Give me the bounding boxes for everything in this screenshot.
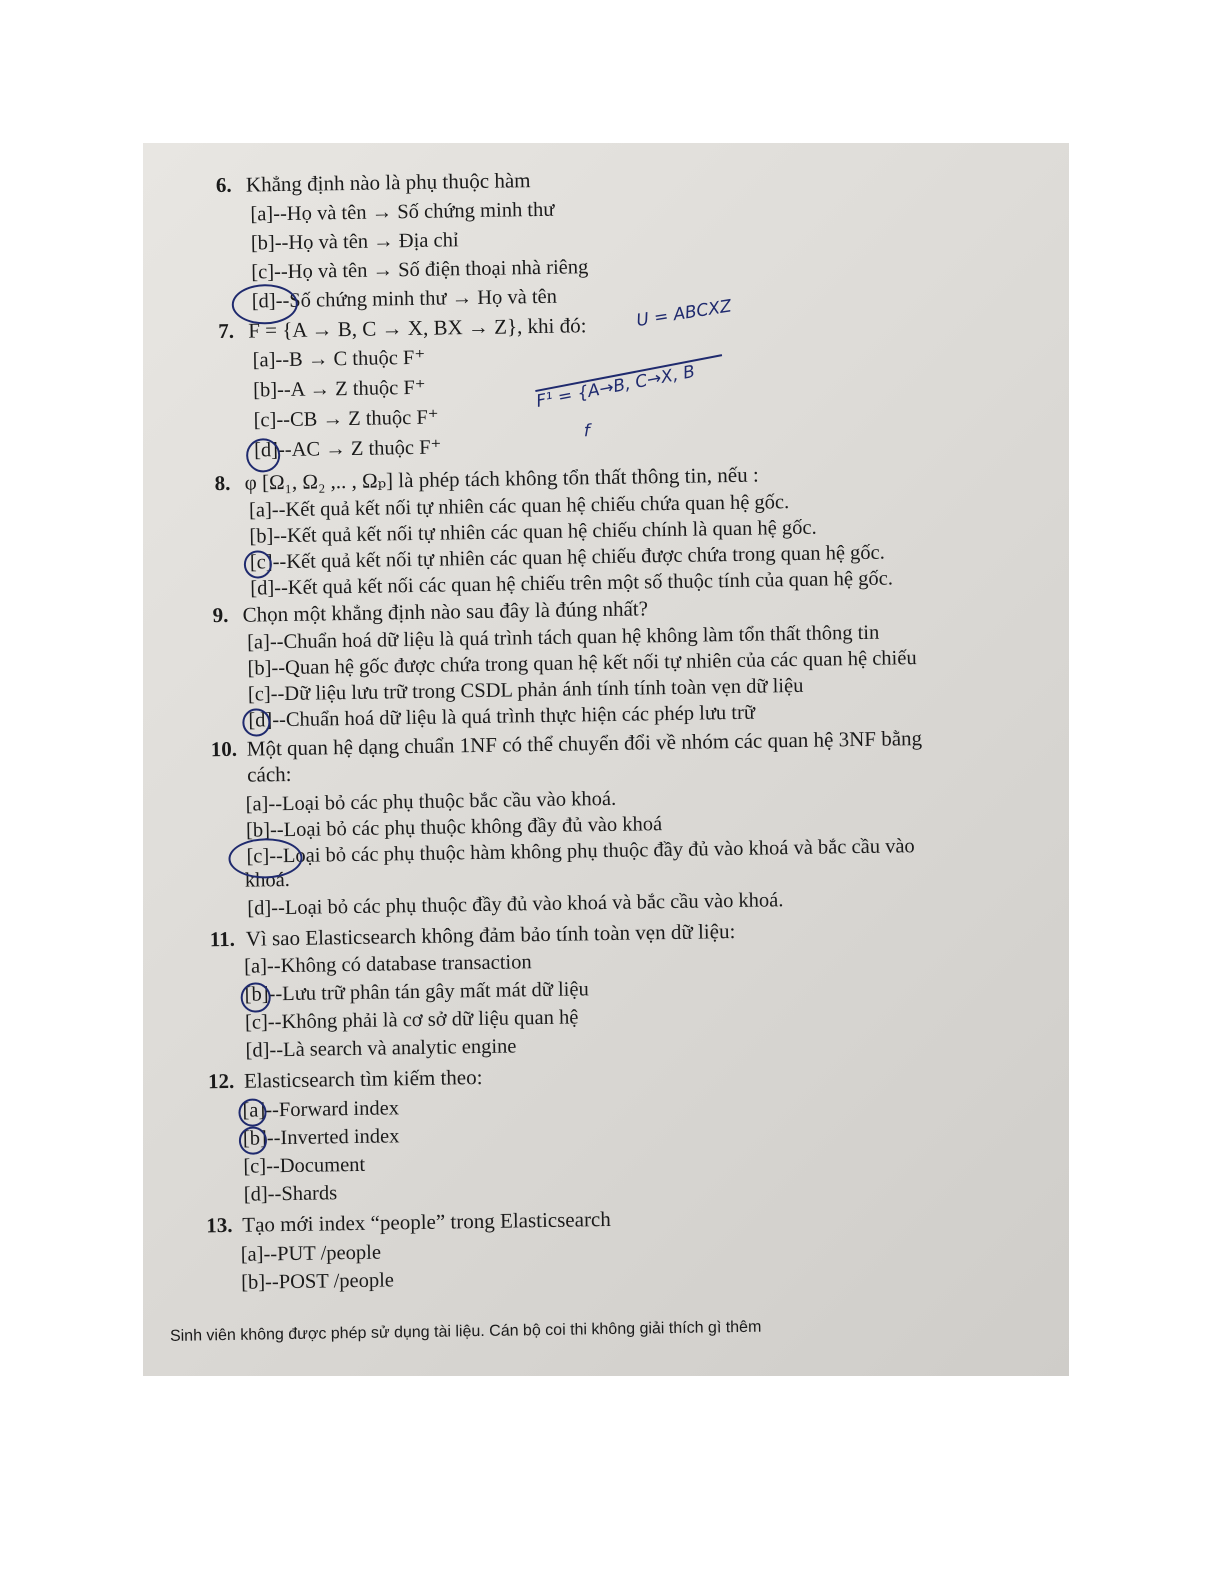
option-11b: [b]--Lưu trữ phân tán gây mất mát dữ liệu — [244, 978, 589, 1006]
option-10c-wrap: khoá. — [244, 868, 291, 892]
option-13a: [a]--PUT /people — [240, 1241, 382, 1266]
exam-page — [143, 143, 1069, 1376]
question-text: Elasticsearch tìm kiếm theo: — [243, 1064, 483, 1093]
handwritten-note-u: U = ABCXZ — [635, 296, 733, 332]
answer-circle-10c — [228, 838, 303, 879]
question-number: 12. — [207, 1068, 235, 1094]
option-10b: [b]--Loại bỏ các phụ thuộc không đầy đủ vào khoá — [245, 813, 663, 842]
question-number: 10. — [210, 736, 238, 762]
question-13 — [206, 1205, 611, 1240]
question-text: Vì sao Elasticsearch không đảm bảo tính toàn vẹn dữ liệu: — [245, 918, 736, 951]
option-7b: [b]--A → Z thuộc F⁺ — [252, 376, 426, 402]
exam-photo — [143, 143, 1069, 1376]
question-12 — [208, 1063, 483, 1096]
option-9c: [c]--Dữ liệu lưu trữ trong CSDL phản ánh tính tính toàn vẹn dữ liệu — [247, 674, 804, 706]
option-7d: [d]--AC → Z thuộc F⁺ — [253, 436, 442, 462]
question-number: 8. — [214, 470, 231, 496]
option-7a: [a]--B → C thuộc F⁺ — [252, 346, 426, 372]
option-8b: [b]--Kết quả kết nối tự nhiên các quan hệ chiếu chính là quan hệ gốc. — [249, 516, 817, 548]
question-number: 9. — [212, 602, 229, 628]
handwritten-note-f1: F¹ = {A→B, C→X, B — [534, 361, 697, 412]
question-number: 6. — [215, 172, 232, 198]
option-6c: [c]--Họ và tên → Số điện thoại nhà riêng — [251, 256, 589, 284]
question-text: Khẳng định nào là phụ thuộc hàm — [245, 168, 531, 197]
option-10d: [d]--Loại bỏ các phụ thuộc đầy đủ vào khoá và bắc cầu vào khoá. — [247, 889, 784, 920]
option-9b: [b]--Quan hệ gốc được chứa trong quan hệ kết nối tự nhiên của các quan hệ chiếu — [247, 647, 917, 680]
exam-footer: Sinh viên không được phép sử dụng tài liệu. Cán bộ coi thi không giải thích gì thêm — [169, 1318, 762, 1345]
option-7c: [c]--CB → Z thuộc F⁺ — [253, 406, 439, 432]
question-number: 11. — [209, 926, 236, 952]
option-12d: [d]--Shards — [243, 1182, 338, 1206]
question-number: 13. — [206, 1212, 233, 1238]
option-11c: [c]--Không phải là cơ sở dữ liệu quan hệ — [244, 1006, 579, 1034]
handwritten-note-f: f — [583, 421, 590, 442]
option-10c: [c]--Loại bỏ các phụ thuộc hàm không phụ thuộc đầy đủ vào khoá và bắc cầu vào — [246, 835, 915, 868]
option-11a: [a]--Không có database transaction — [244, 951, 532, 978]
question-number: 7. — [218, 318, 235, 344]
option-9a: [a]--Chuẩn hoá dữ liệu là quá trình tách quan hệ không làm tổn thất thông tin — [246, 621, 880, 654]
option-6a: [a]--Họ và tên → Số chứng minh thư — [250, 198, 555, 226]
option-9d: [d]--Chuẩn hoá dữ liệu là quá trình thực hiện các phép lưu trữ — [248, 701, 756, 732]
question-text: Tạo mới index “people” trong Elasticsearch — [242, 1206, 611, 1237]
option-6b: [b]--Họ và tên → Địa chỉ — [250, 229, 459, 255]
option-8d: [d]--Kết quả kết nối các quan hệ chiếu trên một số thuộc tính của quan hệ gốc. — [250, 567, 894, 600]
question-text: Một quan hệ dạng chuẩn 1NF có thể chuyển đổi về nhóm các quan hệ 3NF bằng — [246, 726, 923, 761]
option-11d: [d]--Là search và analytic engine — [245, 1035, 517, 1062]
option-10a: [a]--Loại bỏ các phụ thuộc bắc cầu vào khoá. — [245, 787, 617, 816]
question-10-wrap: cách: — [247, 761, 292, 787]
question-text: Chọn một khẳng định nào sau đây là đúng nhất? — [242, 596, 649, 627]
question-text: F = {A → B, C → X, BX → Z}, khi đó: — [248, 313, 587, 343]
option-8c: [c]--Kết quả kết nối tự nhiên các quan hệ chiếu được chứa trong quan hệ gốc. — [249, 541, 885, 574]
question-text: φ [Ω₁, Ω₂ ,.. , Ωₚ] là phép tách không tổn thất thông tin, nếu : — [244, 462, 759, 495]
question-6 — [216, 166, 531, 200]
option-12b: [b]--Inverted index — [242, 1125, 400, 1150]
option-12a: [a]--Forward index — [242, 1097, 400, 1122]
option-8a: [a]--Kết quả kết nối tự nhiên các quan hệ chiếu chứa quan hệ gốc. — [248, 491, 790, 522]
option-12c: [c]--Document — [243, 1153, 366, 1178]
option-6d: [d]--Số chứng minh thư → Họ và tên — [251, 285, 558, 313]
option-13b: [b]--POST /people — [241, 1269, 395, 1294]
